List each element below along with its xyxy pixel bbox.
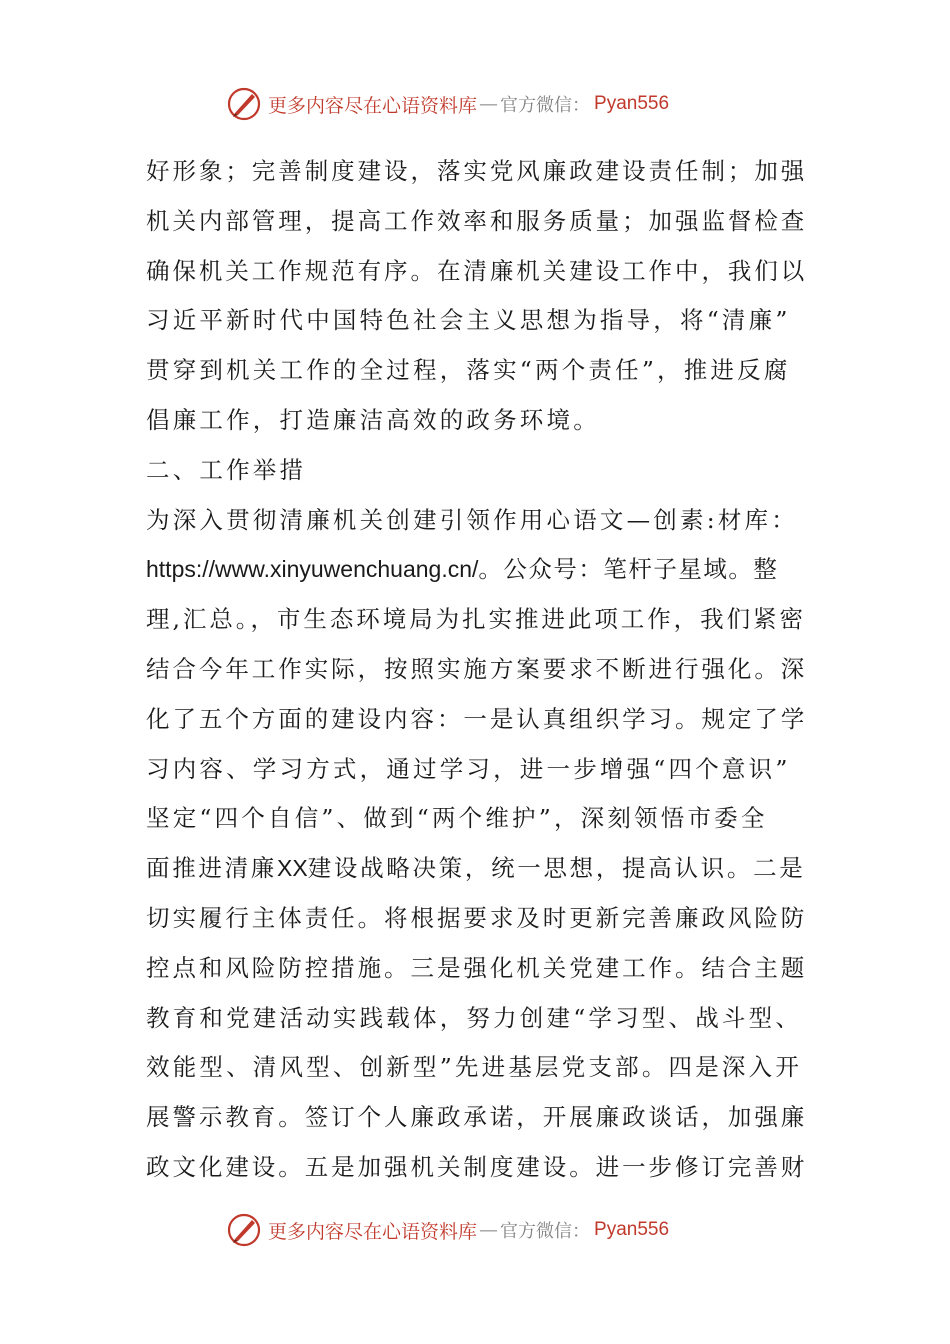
text-line: 结合今年工作实际，按照实施方案要求不断进行强化。深 — [146, 654, 808, 683]
banner-title: 更多内容尽在心语资料库 — [268, 94, 478, 117]
text-line: 机关内部管理，提高工作效率和服务质量；加强监督检查 — [146, 206, 808, 235]
banner-wechat-label: 官方微信： — [500, 95, 591, 116]
text-line: 教育和党建活动实践载体，努力创建“学习型、战斗型、 — [146, 1003, 803, 1032]
text-line: 切实履行主体责任。将根据要求及时更新完善廉政风险防 — [146, 903, 808, 932]
text-line: 政文化建设。五是加强机关制度建设。进一步修订完善财 — [146, 1152, 808, 1181]
document-body — [146, 147, 808, 1193]
banner-wechat-id: Pyan556 — [594, 1219, 670, 1240]
text-line: 展警示教育。签订个人廉政承诺，开展廉政谈话，加强廉 — [146, 1103, 808, 1132]
text-line: 为深入贯彻清廉机关创建引领作用心语文—创素:材库： — [146, 505, 798, 534]
banner-wechat-label: 官方微信： — [500, 1221, 591, 1242]
text-line: 化了五个方面的建设内容：一是认真组织学习。规定了学 — [146, 704, 808, 733]
pen-logo-icon — [226, 1212, 262, 1248]
text-line-with-url — [146, 545, 808, 595]
text-fragment: 建设战略决策，统一思想，提高认识。二是 — [307, 854, 806, 883]
text-line: 倡廉工作，打造廉洁高效的政务环境。 — [146, 405, 600, 434]
footer-watermark-banner — [226, 1210, 669, 1250]
placeholder-xx: XX — [277, 855, 308, 882]
text-line: 确保机关工作规范有序。在清廉机关建设工作中，我们以 — [146, 256, 808, 285]
text-line-mixed — [146, 844, 808, 894]
banner-dash: — — [479, 93, 499, 115]
pen-logo-icon — [226, 86, 262, 122]
source-url-link[interactable]: https://www.xinyuwenchuang.cn/ — [146, 556, 479, 583]
text-fragment: 面推进清廉 — [146, 854, 277, 883]
text-line: 贯穿到机关工作的全过程，落实“两个责任”，推进反腐 — [146, 356, 791, 385]
text-line: 控点和风险防控措施。三是强化机关党建工作。结合主题 — [146, 953, 808, 982]
section-heading: 二、工作举措 — [146, 455, 307, 484]
text-line: 习内容、学习方式，通过学习，进一步增强“四个意识” — [146, 754, 791, 783]
text-fragment: 。公众号：笔杆子星域。整 — [478, 555, 779, 584]
text-line: 效能型、清风型、创新型”先进基层党支部。四是深入开 — [146, 1053, 803, 1082]
banner-wechat-id: Pyan556 — [594, 93, 670, 114]
text-line: 习近平新时代中国特色社会主义思想为指导，将“清廉” — [146, 306, 791, 335]
text-line: 好形象；完善制度建设，落实党风廉政建设责任制；加强 — [146, 157, 808, 185]
header-watermark-banner — [226, 84, 669, 124]
banner-dash: — — [479, 1219, 499, 1241]
banner-title: 更多内容尽在心语资料库 — [268, 1220, 478, 1243]
text-line: 坚定“四个自信”、做到“两个维护”，深刻领悟市委全 — [146, 804, 768, 833]
text-line: 理,汇总。，市生态环境局为扎实推进此项工作，我们紧密 — [146, 605, 806, 634]
